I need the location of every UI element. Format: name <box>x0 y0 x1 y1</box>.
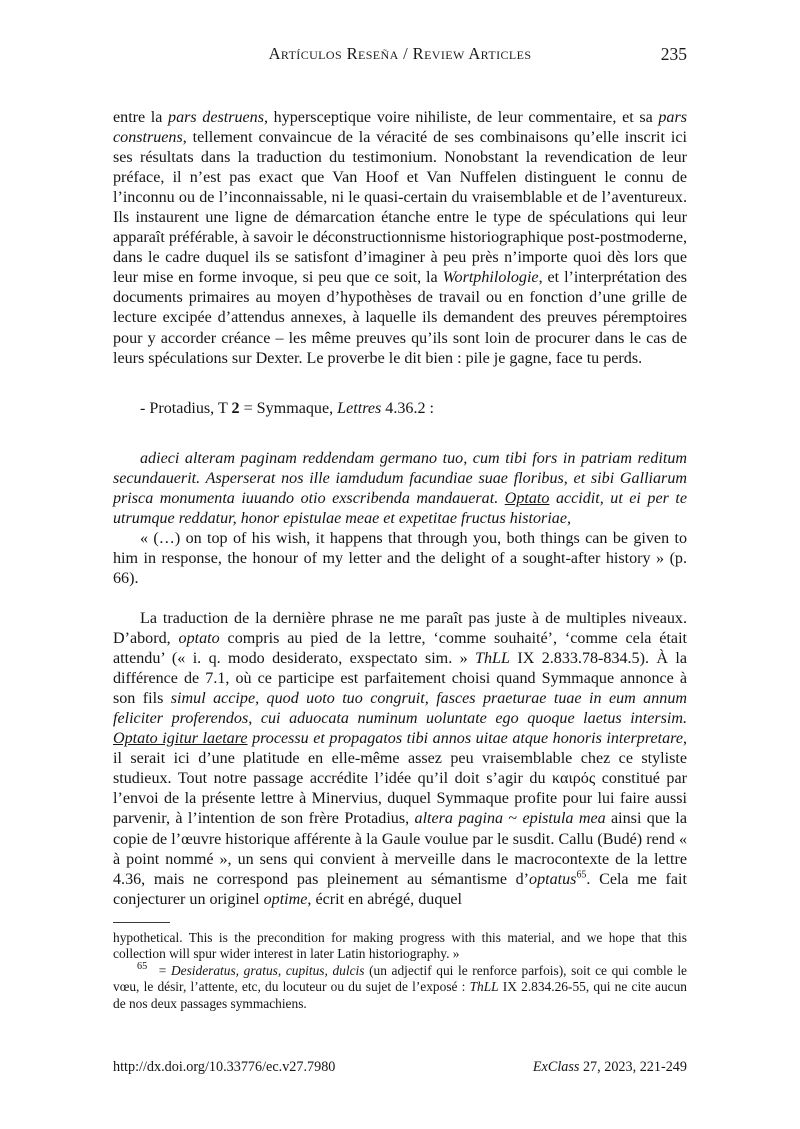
text-run: . Cela me fait conjecturer un originel <box>113 870 687 908</box>
latin-synonyms-list: Desideratus, gratus, cupitus, dulcis <box>170 962 365 978</box>
page-footer <box>113 1059 687 1079</box>
text-run: IX 2.833.78-834.5). À la différence de 7.1, où ce participe est parfaitement choisi quand Symmaque annonce à son fils <box>113 650 687 708</box>
running-head <box>113 44 687 66</box>
journal-title: ExClass <box>532 1059 580 1075</box>
text-run: ~ <box>503 810 523 828</box>
latin-term-optatus: optatus <box>529 870 577 888</box>
text-run: adieci alteram paginam reddendam germano tuo, cum tibi fors in patriam reditum secundauerit. Asperserat nos ille iamdudum facundiae suae floribus, et sibi Galliarum prisca monumenta iuuando otio exscribenda mandauerat. <box>113 449 687 507</box>
latin-term-pars-destruens: pars destruens <box>168 109 264 126</box>
underlined-term-optato: Optato <box>504 489 550 507</box>
doi-link[interactable]: http://dx.doi.org/10.33776/ec.v27.7980 <box>113 1059 336 1075</box>
page-number: 235 <box>660 44 687 64</box>
text-run: , écrit en abrégé, duquel <box>307 890 463 908</box>
text-run: 4.36.2 : <box>381 399 435 417</box>
text-run: (un adjectif qui le renforce parfois), soit ce qui comble le vœu, le désir, l’attente, etc, du locuteur ou du sujet de l’exposé : <box>113 962 687 995</box>
text-run: = Symmaque, <box>239 399 338 417</box>
paragraph-spacer <box>113 369 687 389</box>
latin-term-optato: optato <box>178 630 220 648</box>
text-run: entre la <box>113 109 169 126</box>
underlined-phrase-optato-igitur-laetare: Optato igitur laetare <box>113 730 248 748</box>
paragraph-spacer <box>113 439 687 449</box>
footnote-separator-rule <box>113 922 170 923</box>
paragraph-opening <box>113 108 687 369</box>
text-run: , hypersceptique voire nihiliste, de leur commentaire, et sa <box>264 109 659 126</box>
text-run: , et l’interprétation des documents primaires au moyen d’hypothèses de travail ou en fonction d’une grille de lecture excipée d’attendus annexes, à laquelle ils demandent des preuves péremptoires pour y accorder créance – les même preuves qu’ils sont loin de procurer dans le cas de leurs spéculations sur Dexter. Le proverbe le dit bien : pile je gagne, face tu perds. <box>113 269 687 367</box>
latin-term-epistula-mea: epistula mea <box>522 810 606 828</box>
text-run: - Protadius, T <box>140 399 232 417</box>
latin-quotation-inline: processu et propagatos tibi annos uitae atque honoris interpretare <box>247 730 683 748</box>
testimonium-number: 2 <box>231 399 240 417</box>
running-head-title: Artículos Reseña / Review Articles <box>268 44 532 63</box>
latin-term-altera-pagina: altera pagina <box>414 810 504 828</box>
latin-term-pars-construens: pars construens <box>113 109 687 147</box>
reference-thll: ThLL <box>469 979 499 995</box>
source-citation-line <box>113 399 687 419</box>
text-run: , tellement convaincue de la véracité de ses combinaisons qu’elle inscrit ici ses résultats dans la traduction du testimonium. Nonobstant la revendication de leur préface, il n’est pas exact que Van Hoof et Van Nuffelen distinguent le connu de l’inconnu ou de l’inconnaissable, ni le quasi-certain du vraisemblable et de l’aventureux. Ils instaurent une ligne de démarcation étanche entre le type de spéculations qui leur apparaît préférable, à savoir le déconstructionnisme historiographique post-postmoderne, dans le cadre duquel ils se satisfont d’imaginer à peu près n’importe quoi dès lors que leur mise en forme invoque, si peu que ce soit, la <box>113 129 687 287</box>
text-run: IX 2.834.26-55, qui ne cite aucun de nos deux passages symmachiens. <box>113 979 687 1011</box>
text-run: , il serait ici d’une platitude en elle-même assez peu vraisemblable chez ce styliste studieux. Tout notre passage accrédite l’idée qu’il doit s’agir du καιρός constitué par l’envoi de la présente lettre à Minervius, duquel Symmaque profite pour lui faire aussi parvenir, à l’intention de son frère Protadius, <box>113 730 687 828</box>
german-term-wortphilologie: Wortphilologie <box>442 269 539 287</box>
text-run: compris au pied de la lettre, ‘comme souhaité’, ‘comme cela était attendu’ (« i. q. modo desiderato, exspectato sim. » <box>113 630 688 668</box>
latin-quotation <box>113 449 687 529</box>
work-title-lettres: Lettres <box>337 399 382 417</box>
text-run: accidit, ut ei per te utrumque reddatur, honor epistulae meae et expetitae fructus historiae, <box>113 489 687 527</box>
footnote-continued: hypothetical. This is the precondition for making progress with this material, and we hope that this collection will spur wider interest in later Latin historiography. » <box>113 930 687 962</box>
paragraph-spacer <box>113 389 687 399</box>
journal-reference <box>533 1059 687 1076</box>
text-run: 27, 2023, 221-249 <box>579 1059 687 1075</box>
main-text-block <box>113 108 687 910</box>
footnote-number: 65 <box>137 961 148 973</box>
footnote-65 <box>113 963 687 1012</box>
paragraph-commentary <box>113 609 687 910</box>
paragraph-spacer <box>113 589 687 609</box>
reference-thll: ThLL <box>475 650 510 668</box>
text-run: ainsi que la copie de l’œuvre historique afférente à la Gaule voulue par le susdit. Callu (Budé) rend « à point nommé », un sens qui convient à merveille dans le macrocontexte de la lettre 4.36, mais ne correspond pas pleinement au sémantisme d’ <box>113 810 688 888</box>
text-run: = <box>154 962 171 978</box>
footnote-marker-65[interactable]: 65 <box>576 869 587 881</box>
text-run: La traduction de la dernière phrase ne me paraît pas juste à de multiples niveaux. D’abord, <box>113 609 687 648</box>
paragraph-spacer <box>113 419 687 439</box>
latin-quotation-inline: simul accipe, quod uoto tuo congruit, fasces praeturae tuae in eum annum feliciter proferendos, cui aduocata numinum uoluntate ego quoque laetus intersim. <box>113 690 687 728</box>
footnotes-section <box>113 922 687 1012</box>
english-translation-quotation: « (…) on top of his wish, it happens that through you, both things can be given to him in response, the honour of my letter and the delight of a sought-after history » (p. 66). <box>113 529 687 587</box>
latin-term-optime: optime <box>263 890 308 908</box>
